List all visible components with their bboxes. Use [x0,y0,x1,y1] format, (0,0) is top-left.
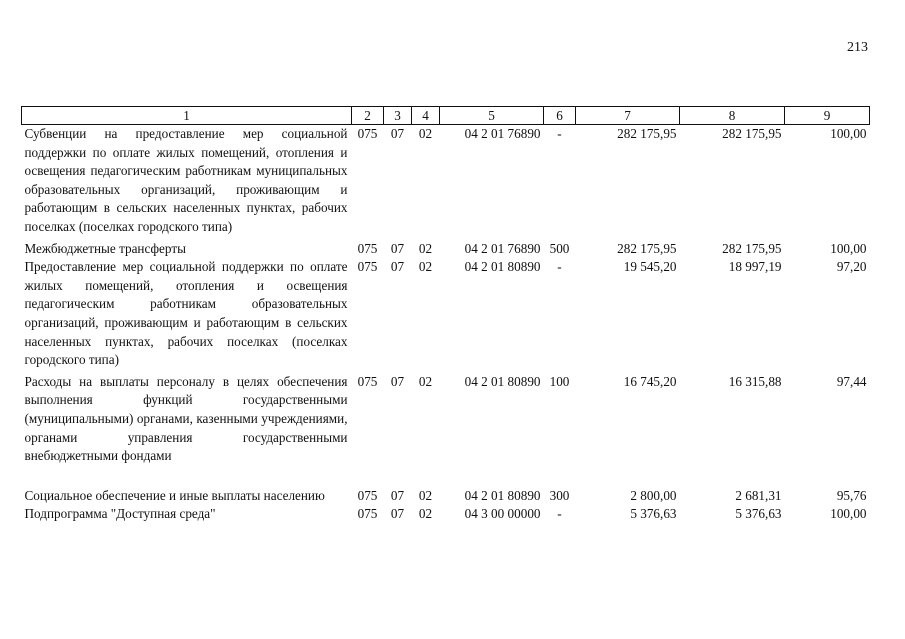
row-section: 07 [390,126,405,141]
table-row [22,373,870,487]
header-cell: 9 [785,107,870,125]
row-plan: 282 175,95 [617,126,677,141]
row-subsection: 02 [418,487,433,503]
header-cell: 4 [412,107,440,125]
row-subsection: 02 [418,126,433,141]
header-cell: 7 [576,107,680,125]
header-cell: 8 [680,107,785,125]
row-target-article: 04 2 01 76890 [464,240,541,256]
row-expense-type: 100 [549,373,570,389]
row-grbs: 075 [357,240,378,256]
row-expense-type: - [557,259,562,275]
row-target-article: 04 2 01 80890 [464,373,541,389]
row-target-article: 04 2 01 76890 [464,126,541,141]
row-grbs: 075 [357,487,378,503]
row-fact: 18 997,19 [728,259,782,275]
row-section: 07 [390,506,405,522]
row-fact: 282 175,95 [722,240,782,256]
row-subsection: 02 [418,373,433,389]
row-percent: 97,20 [836,259,867,275]
header-cell: 2 [352,107,384,125]
row-grbs: 075 [357,506,378,522]
row-name: Социальное обеспечение и иные выплаты населению [24,487,325,503]
row-grbs: 075 [357,373,378,389]
row-percent: 100,00 [830,240,867,256]
page-number: 213 [847,40,868,55]
row-percent: 100,00 [830,506,867,522]
row-expense-type: - [557,126,562,141]
header-row [22,107,870,125]
row-section: 07 [390,487,405,503]
row-name: Подпрограмма "Доступная среда" [24,506,216,522]
row-expense-type: 300 [549,487,570,503]
row-subsection: 02 [418,259,433,275]
row-fact: 16 315,88 [728,373,782,389]
row-plan: 5 376,63 [630,506,677,522]
row-percent: 100,00 [830,126,867,141]
row-fact: 2 681,31 [735,487,782,503]
row-subsection: 02 [418,240,433,256]
row-grbs: 075 [357,259,378,275]
row-expense-type: - [557,506,562,522]
row-fact: 282 175,95 [722,126,782,141]
table-row [22,505,870,524]
table-row [22,258,870,373]
row-grbs: 075 [357,126,378,141]
table-row [22,487,870,506]
header-cell: 1 [22,107,352,125]
row-name: Субвенции на предоставление мер социальной поддержки по оплате жилых помещений, отопления и освещения педагогическим работникам муниципальных образовательных организаций, проживающим и работающим в сельских населенных пунктах, рабочих поселках (поселках городского типа) [24,126,348,234]
row-subsection: 02 [418,506,433,522]
row-plan: 19 545,20 [623,259,677,275]
row-section: 07 [390,240,405,256]
row-section: 07 [390,373,405,389]
row-expense-type: 500 [549,240,570,256]
row-section: 07 [390,259,405,275]
header-cell: 6 [544,107,576,125]
row-percent: 97,44 [836,373,867,389]
row-target-article: 04 3 00 00000 [464,506,541,522]
budget-table [21,106,870,524]
row-percent: 95,76 [836,487,867,503]
row-plan: 2 800,00 [630,487,677,503]
table-row [22,240,870,259]
row-fact: 5 376,63 [735,506,782,522]
row-target-article: 04 2 01 80890 [464,259,541,275]
row-plan: 282 175,95 [617,240,677,256]
table-row [22,125,870,240]
row-name: Предоставление мер социальной поддержки по оплате жилых помещений, отопления и освещения педагогическим работникам образовательных организаций, проживающим и работающим в сельских населенных пунктах, рабочих поселках (поселках городского типа) [24,259,348,368]
header-cell: 5 [440,107,544,125]
row-name: Межбюджетные трансферты [24,240,186,256]
header-cell: 3 [384,107,412,125]
row-plan: 16 745,20 [623,373,677,389]
row-name: Расходы на выплаты персоналу в целях обеспечения выполнения функций государственными (муниципальными) органами, казенными учреждениями, органами управления государственными внебюджетными фондами [24,373,348,464]
row-target-article: 04 2 01 80890 [464,487,541,503]
